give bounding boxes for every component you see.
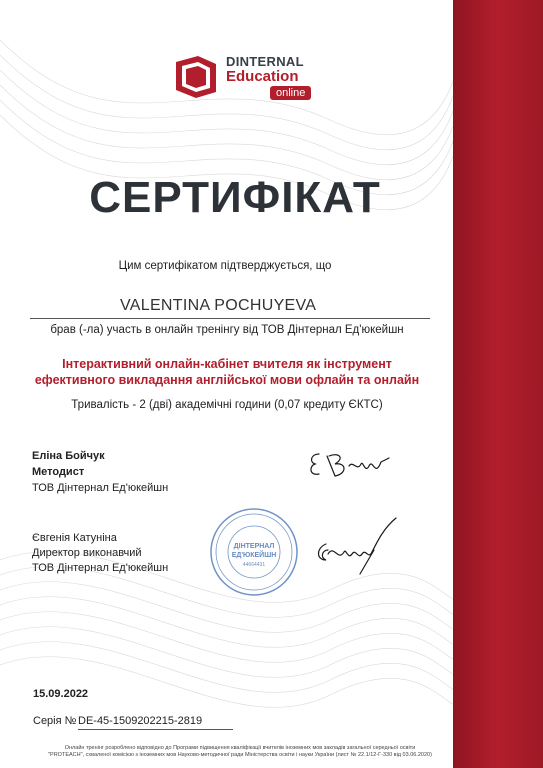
signatory-1-name: Еліна Бойчук [32, 450, 105, 462]
course-title-line-2: ефективного викладання англійської мови офлайн та онлайн [34, 373, 420, 387]
stamp-text-1: ДІНТЕРНАЛ [233, 543, 275, 550]
series-label: Серія № [33, 715, 77, 727]
footnote [30, 745, 450, 759]
confirmation-text: Цим сертифікатом підтверджується, що [118, 260, 332, 272]
issue-date: 15.09.2022 [33, 688, 89, 700]
stamp-code: 44664431 [242, 562, 266, 568]
recipient-name: VALENTINA POCHUYEVA [120, 297, 317, 314]
signatory-2-name: Євгенія Катуніна [32, 532, 117, 544]
official-stamp [208, 506, 300, 598]
stamp-text-2: ЕД'ЮКЕЙШН [231, 552, 277, 559]
footnote-line-1: Онлайн тренінг розроблено відповідно до Програми підвищення кваліфікації вчителів іноземних мов закладів загальної середньої освіти [64, 745, 416, 751]
series-value: DE-45-1509202215-2819 [78, 715, 203, 727]
logo-text-education: Education [226, 68, 299, 85]
signatory-2-org: ТОВ Дінтернал Ед'юкейшн [32, 562, 169, 574]
footnote-line-2: "PROTEACH", схваленої комісією з іноземних мов Науково-методичної ради Міністерства освіти і науки України (лист № 22.1/12-Г-330 від 03.06.2020) [48, 752, 432, 758]
series-underline [78, 729, 233, 730]
signatory-1-org: ТОВ Дінтернал Ед'юкейшн [32, 482, 169, 494]
company-logo [170, 52, 320, 104]
signatory-2-position: Директор виконавчий [32, 547, 142, 559]
red-side-band [453, 0, 543, 768]
book-logo-icon [170, 54, 222, 98]
course-title [0, 356, 454, 388]
course-title-line-1: Інтерактивний онлайн-кабінет вчителя як інструмент [62, 357, 392, 371]
certificate-title: СЕРТИФІКАТ [89, 173, 381, 222]
logo-text-dinternal: DINTERNAL [226, 54, 304, 69]
name-underline [30, 318, 430, 319]
duration-text: Тривалість - 2 (дві) академічні години (0,07 кредиту ЄКТС) [71, 399, 383, 411]
series-number [33, 715, 203, 727]
signature-1 [305, 448, 395, 484]
signatory-1-position: Методист [32, 466, 85, 478]
signatory-1-block [32, 448, 168, 496]
signature-2 [312, 514, 402, 584]
signatory-2-block [32, 531, 168, 576]
participation-text: брав (-ла) участь в онлайн тренінгу від ТОВ Дінтернал Ед'юкейшн [50, 324, 404, 336]
logo-text-online: online [270, 86, 311, 100]
